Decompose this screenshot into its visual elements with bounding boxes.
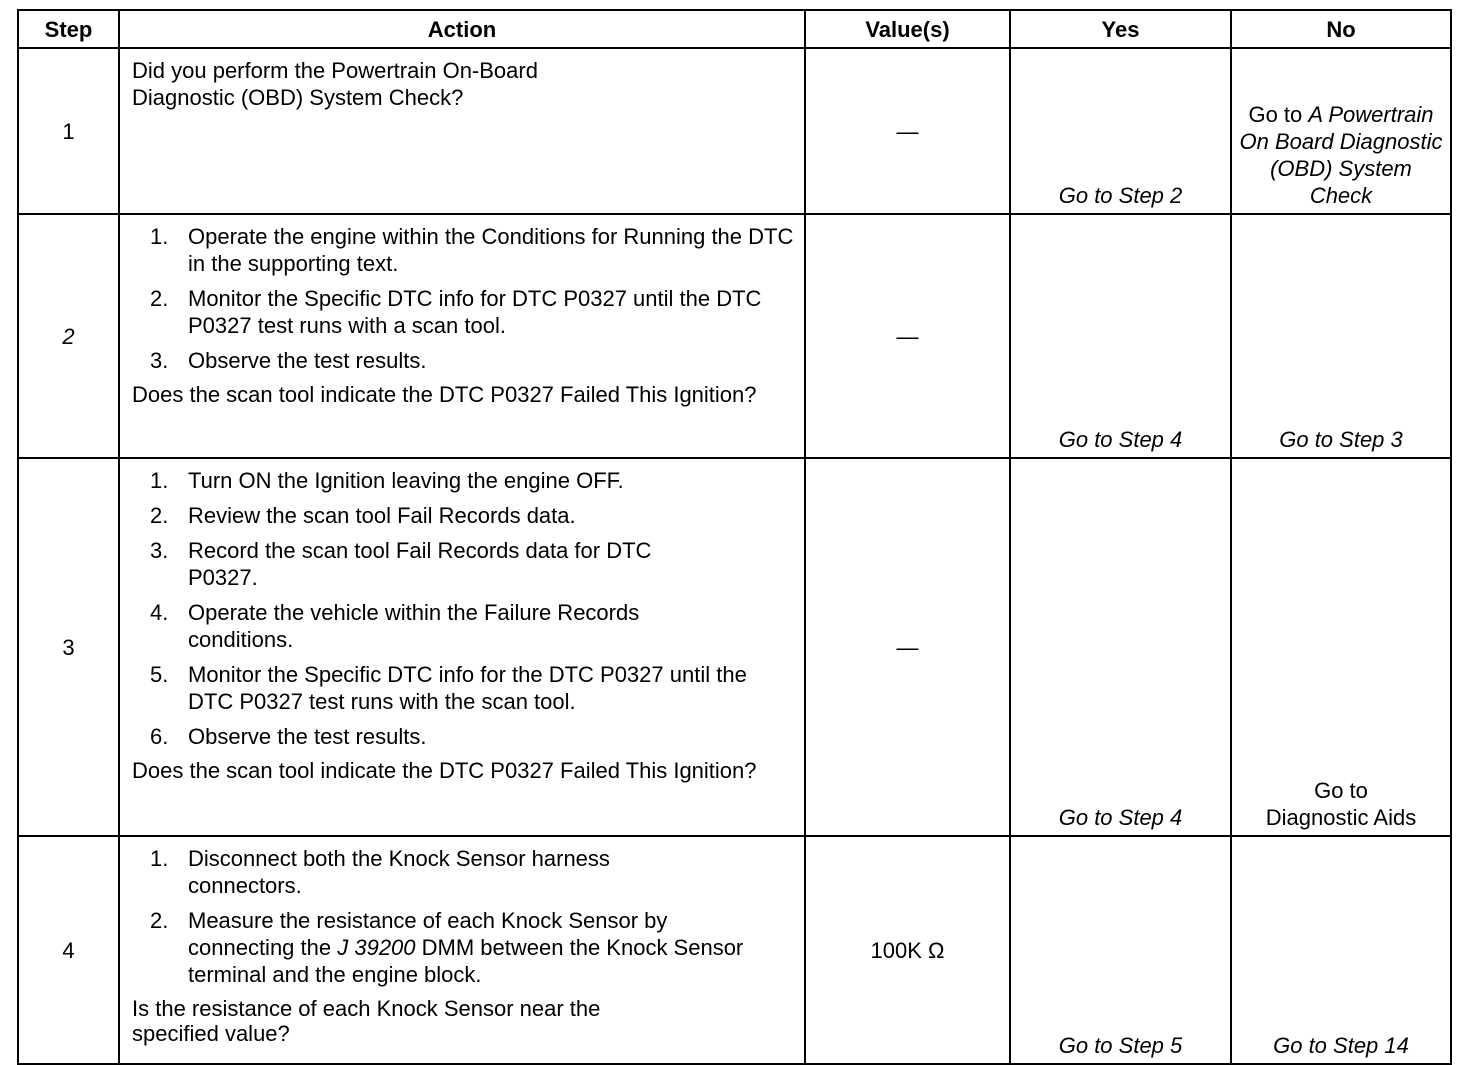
step-number: 2 [18, 214, 119, 458]
no-cell[interactable] [1231, 48, 1451, 214]
action-step: 6. Observe the test results. [150, 724, 427, 749]
value-cell: — [805, 214, 1010, 458]
action-question: Does the scan tool indicate the DTC P0327 Failed This Ignition? [132, 758, 757, 783]
action-step: 1. Disconnect both the Knock Sensor harness connectors. [150, 846, 610, 898]
table-row [18, 458, 1451, 836]
header-no: No [1231, 10, 1451, 48]
action-question: Does the scan tool indicate the DTC P0327 Failed This Ignition? [132, 382, 757, 407]
no-cell[interactable]: Go to Step 3 [1231, 214, 1451, 458]
yes-cell[interactable]: Go to Step 4 [1010, 458, 1231, 836]
action-step: 3. Record the scan tool Fail Records data for DTC P0327. [150, 538, 652, 590]
header-row [18, 10, 1451, 48]
diagnostic-table [17, 9, 1452, 1065]
action-step: 3. Observe the test results. [150, 348, 427, 373]
header-yes: Yes [1010, 10, 1231, 48]
action-cell [119, 48, 805, 214]
value-cell: — [805, 458, 1010, 836]
value-cell: 100K Ω [805, 836, 1010, 1064]
yes-cell[interactable]: Go to Step 5 [1010, 836, 1231, 1064]
action-question: Is the resistance of each Knock Sensor near the specified value? [132, 996, 601, 1046]
no-line-1: Go to [1314, 778, 1368, 803]
no-cell[interactable]: Go to Step 14 [1231, 836, 1451, 1064]
no-cell[interactable] [1231, 458, 1451, 836]
header-values: Value(s) [805, 10, 1010, 48]
action-steps [132, 467, 794, 750]
no-link[interactable]: A Powertrain On Board Diagnostic (OBD) System Check [1239, 102, 1443, 208]
action-step: 2. Monitor the Specific DTC info for DTC P0327 until the DTC P0327 test runs with a scan tool. [150, 286, 762, 338]
action-step: 1. Operate the engine within the Conditions for Running the DTC in the supporting text. [150, 224, 794, 276]
no-prefix: Go to [1248, 102, 1303, 127]
action-question: Did you perform the Powertrain On-Board Diagnostic (OBD) System Check? [132, 58, 538, 110]
table-row [18, 836, 1451, 1064]
header-step: Step [18, 10, 119, 48]
yes-cell[interactable]: Go to Step 2 [1010, 48, 1231, 214]
action-cell [119, 836, 805, 1064]
value-cell: — [805, 48, 1010, 214]
action-step: 1. Turn ON the Ignition leaving the engine OFF. [150, 468, 624, 493]
action-cell [119, 458, 805, 836]
tool-reference: J 39200 [337, 935, 416, 960]
action-cell [119, 214, 805, 458]
action-steps [132, 223, 794, 374]
step-number: 4 [18, 836, 119, 1064]
action-step: 2. Measure the resistance of each Knock Sensor by connecting the J 39200 DMM between the Knock Sensor terminal and the engine block. [150, 908, 744, 987]
step-number: 1 [18, 48, 119, 214]
action-steps [132, 845, 794, 988]
action-step: 4. Operate the vehicle within the Failure Records conditions. [150, 600, 640, 652]
table-row [18, 214, 1451, 458]
action-step: 5. Monitor the Specific DTC info for the DTC P0327 until the DTC P0327 test runs with the scan tool. [150, 662, 747, 714]
yes-cell[interactable]: Go to Step 4 [1010, 214, 1231, 458]
table-row [18, 48, 1451, 214]
no-line-2[interactable]: Diagnostic Aids [1265, 805, 1417, 830]
action-step: 2. Review the scan tool Fail Records data. [150, 503, 576, 528]
header-action: Action [119, 10, 805, 48]
step-number: 3 [18, 458, 119, 836]
